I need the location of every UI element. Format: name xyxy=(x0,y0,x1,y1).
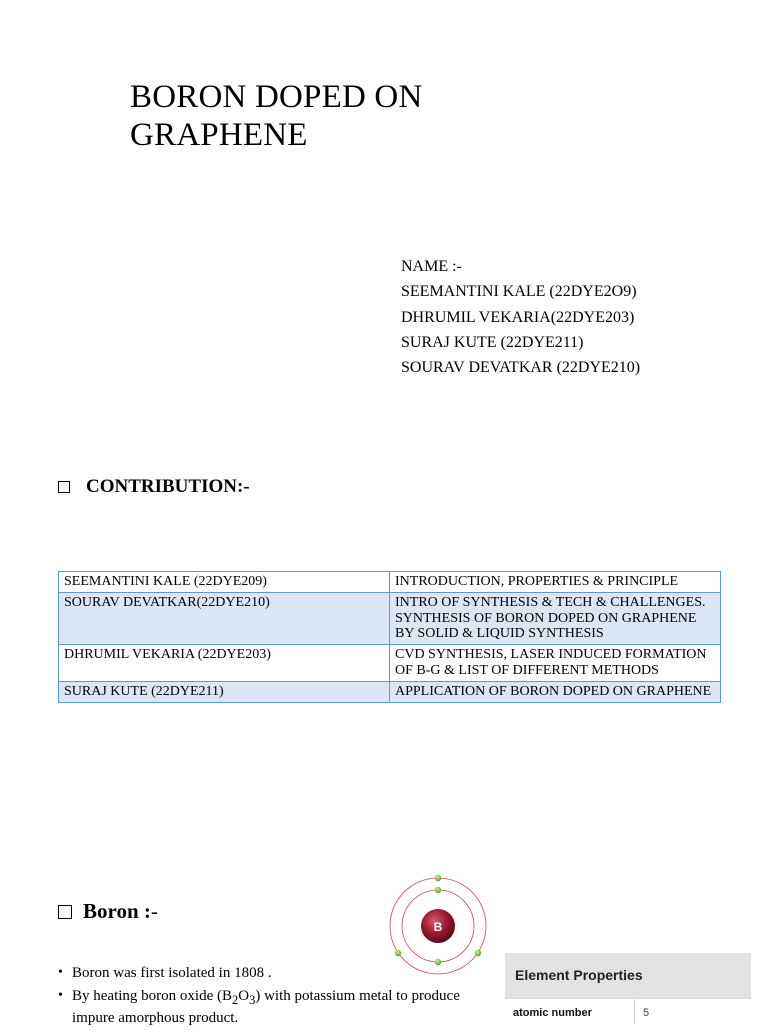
contribution-table xyxy=(58,571,721,703)
electron xyxy=(475,950,481,956)
page-title xyxy=(130,78,423,154)
table-cell-member: SURAJ KUTE (22DYE211) xyxy=(59,681,390,702)
title-line-2: GRAPHENE xyxy=(130,117,308,153)
list-item xyxy=(58,964,503,982)
element-properties-panel xyxy=(505,953,751,1024)
fact-text-post: ) with potassium metal to produce impure amorphous product. xyxy=(72,988,460,1026)
fact-text: Boron was first isolated in 1808 . xyxy=(72,965,272,981)
table-row xyxy=(59,592,721,644)
checkbox-bullet-icon xyxy=(58,905,72,919)
table-cell-member: DHRUMIL VEKARIA (22DYE203) xyxy=(59,645,390,682)
table-cell-member: SOURAV DEVATKAR(22DYE210) xyxy=(59,592,390,644)
property-value: 5 xyxy=(643,1007,650,1019)
electron xyxy=(435,875,441,881)
table-cell-member: SEEMANTINI KALE (22DYE209) xyxy=(59,572,390,593)
boron-atom-diagram-icon xyxy=(386,874,490,978)
boron-heading-text: Boron : xyxy=(83,899,151,923)
boron-heading-suffix: - xyxy=(150,899,158,923)
table-cell-work: INTRO OF SYNTHESIS & TECH & CHALLENGES. SYNTHESIS OF BORON DOPED ON GRAPHENE BY SOLID & LIQUID SYNTHESIS xyxy=(390,592,721,644)
title-line-1: BORON DOPED ON xyxy=(130,79,423,115)
table-row xyxy=(59,645,721,682)
boron-facts-list xyxy=(58,964,503,1032)
boron-heading xyxy=(58,899,158,924)
fact-text-mid: O xyxy=(238,988,250,1004)
names-label: NAME :- xyxy=(401,258,462,275)
member-name: SEEMANTINI KALE (22DYE2O9) xyxy=(401,283,637,301)
member-names-block xyxy=(401,254,640,380)
member-name: SOURAV DEVATKAR (22DYE210) xyxy=(401,359,641,377)
fact-text-pre: By heating boron oxide (B xyxy=(72,988,232,1004)
member-name: SURAJ KUTE (22DYE211) xyxy=(401,333,584,351)
table-row xyxy=(505,998,751,1024)
contribution-heading-text: CONTRIBUTION:- xyxy=(86,476,250,497)
electron xyxy=(435,887,441,893)
element-properties-title: Element Properties xyxy=(505,953,751,998)
property-key: atomic number xyxy=(505,999,635,1024)
electron xyxy=(395,950,401,956)
subscript: 3 xyxy=(249,993,256,1007)
subscript: 2 xyxy=(231,993,239,1007)
checkbox-bullet-icon xyxy=(58,481,70,493)
list-item xyxy=(58,987,503,1027)
table-row xyxy=(59,572,721,593)
table-cell-work: INTRODUCTION, PROPERTIES & PRINCIPLE xyxy=(390,572,721,593)
atom-symbol: B xyxy=(433,920,443,934)
member-name: DHRUMIL VEKARIA(22DYE203) xyxy=(401,308,635,326)
table-cell-work: CVD SYNTHESIS, LASER INDUCED FORMATION OF B-G & LIST OF DIFFERENT METHODS xyxy=(390,645,721,682)
contribution-heading xyxy=(58,476,250,498)
table-cell-work: APPLICATION OF BORON DOPED ON GRAPHENE xyxy=(390,681,721,702)
table-row xyxy=(59,681,721,702)
